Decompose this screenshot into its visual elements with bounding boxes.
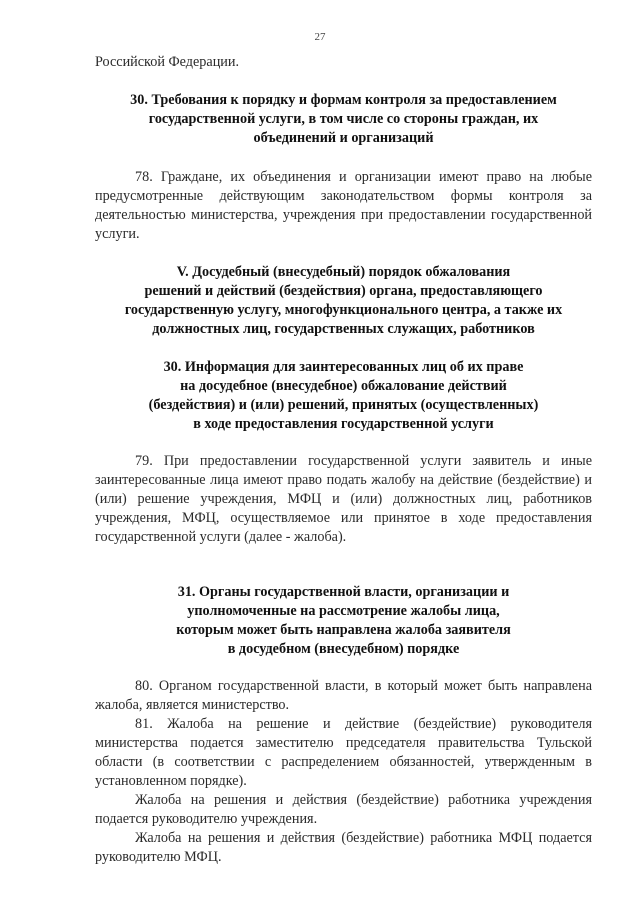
paragraph-80: 80. Органом государственной власти, в который может быть направлена жалоба, является министерство. — [95, 678, 592, 713]
heading-line: должностных лиц, государственных служащих, работников — [152, 321, 535, 337]
heading-line: на досудебное (внесудебное) обжалование действий — [180, 378, 507, 394]
heading-line: в ходе предоставления государственной услуги — [193, 416, 494, 432]
heading-line: решений и действий (бездействия) органа, предоставляющего — [144, 283, 543, 299]
heading-line: (бездействия) и (или) решений, принятых (осуществленных) — [148, 397, 539, 413]
heading-line: объединений и организаций — [253, 130, 434, 146]
heading-line: 31. Органы государственной власти, организации и — [177, 584, 510, 600]
heading-line: которым может быть направлена жалоба заявителя — [176, 622, 511, 638]
heading-line: государственной услуги, в том числе со стороны граждан, их — [148, 111, 539, 127]
paragraph-81: 81. Жалоба на решение и действие (бездействие) руководителя министерства подается заместителю председателя правительства Тульской области (в соответствии с распределением обязанностей, утвержденным в установленном порядке). — [95, 716, 592, 789]
section-30-control-heading — [95, 91, 592, 148]
paragraph-81-mfc: Жалоба на решения и действия (бездействие) работника МФЦ подается руководителю МФЦ. — [95, 830, 592, 865]
paragraph-81-employee: Жалоба на решения и действия (бездействие) работника учреждения подается руководителю учреждения. — [95, 792, 592, 827]
paragraph-78: 78. Граждане, их объединения и организации имеют право на любые предусмотренные действующим законодательством формы контроля за деятельностью министерства, учреждения при предоставлении государственной услуги. — [95, 169, 592, 242]
heading-line: V. Досудебный (внесудебный) порядок обжалования — [176, 264, 511, 280]
chapter-5-heading — [95, 263, 592, 339]
heading-line: государственную услугу, многофункционального центра, а также их — [124, 302, 563, 318]
section-31-heading — [95, 583, 592, 659]
heading-line: уполномоченные на рассмотрение жалобы лица, — [187, 603, 500, 619]
intro-line: Российской Федерации. — [95, 54, 240, 70]
paragraph-79: 79. При предоставлении государственной услуги заявитель и иные заинтересованные лица имеют право подать жалобу на действие (бездействие) и (или) решение учреждения, МФЦ и (или) должностных лиц, работников учреждения, МФЦ, осуществляемое или принятое в ходе предоставления государственной услуги (далее - жалоба). — [95, 453, 592, 545]
heading-line: 30. Требования к порядку и формам контроля за предоставлением — [130, 92, 557, 108]
page-number: 27 — [314, 31, 326, 43]
section-30-info-heading — [95, 358, 592, 434]
heading-line: в досудебном (внесудебном) порядке — [227, 641, 460, 657]
page-content — [95, 53, 592, 867]
heading-line: 30. Информация для заинтересованных лиц об их праве — [163, 359, 524, 375]
